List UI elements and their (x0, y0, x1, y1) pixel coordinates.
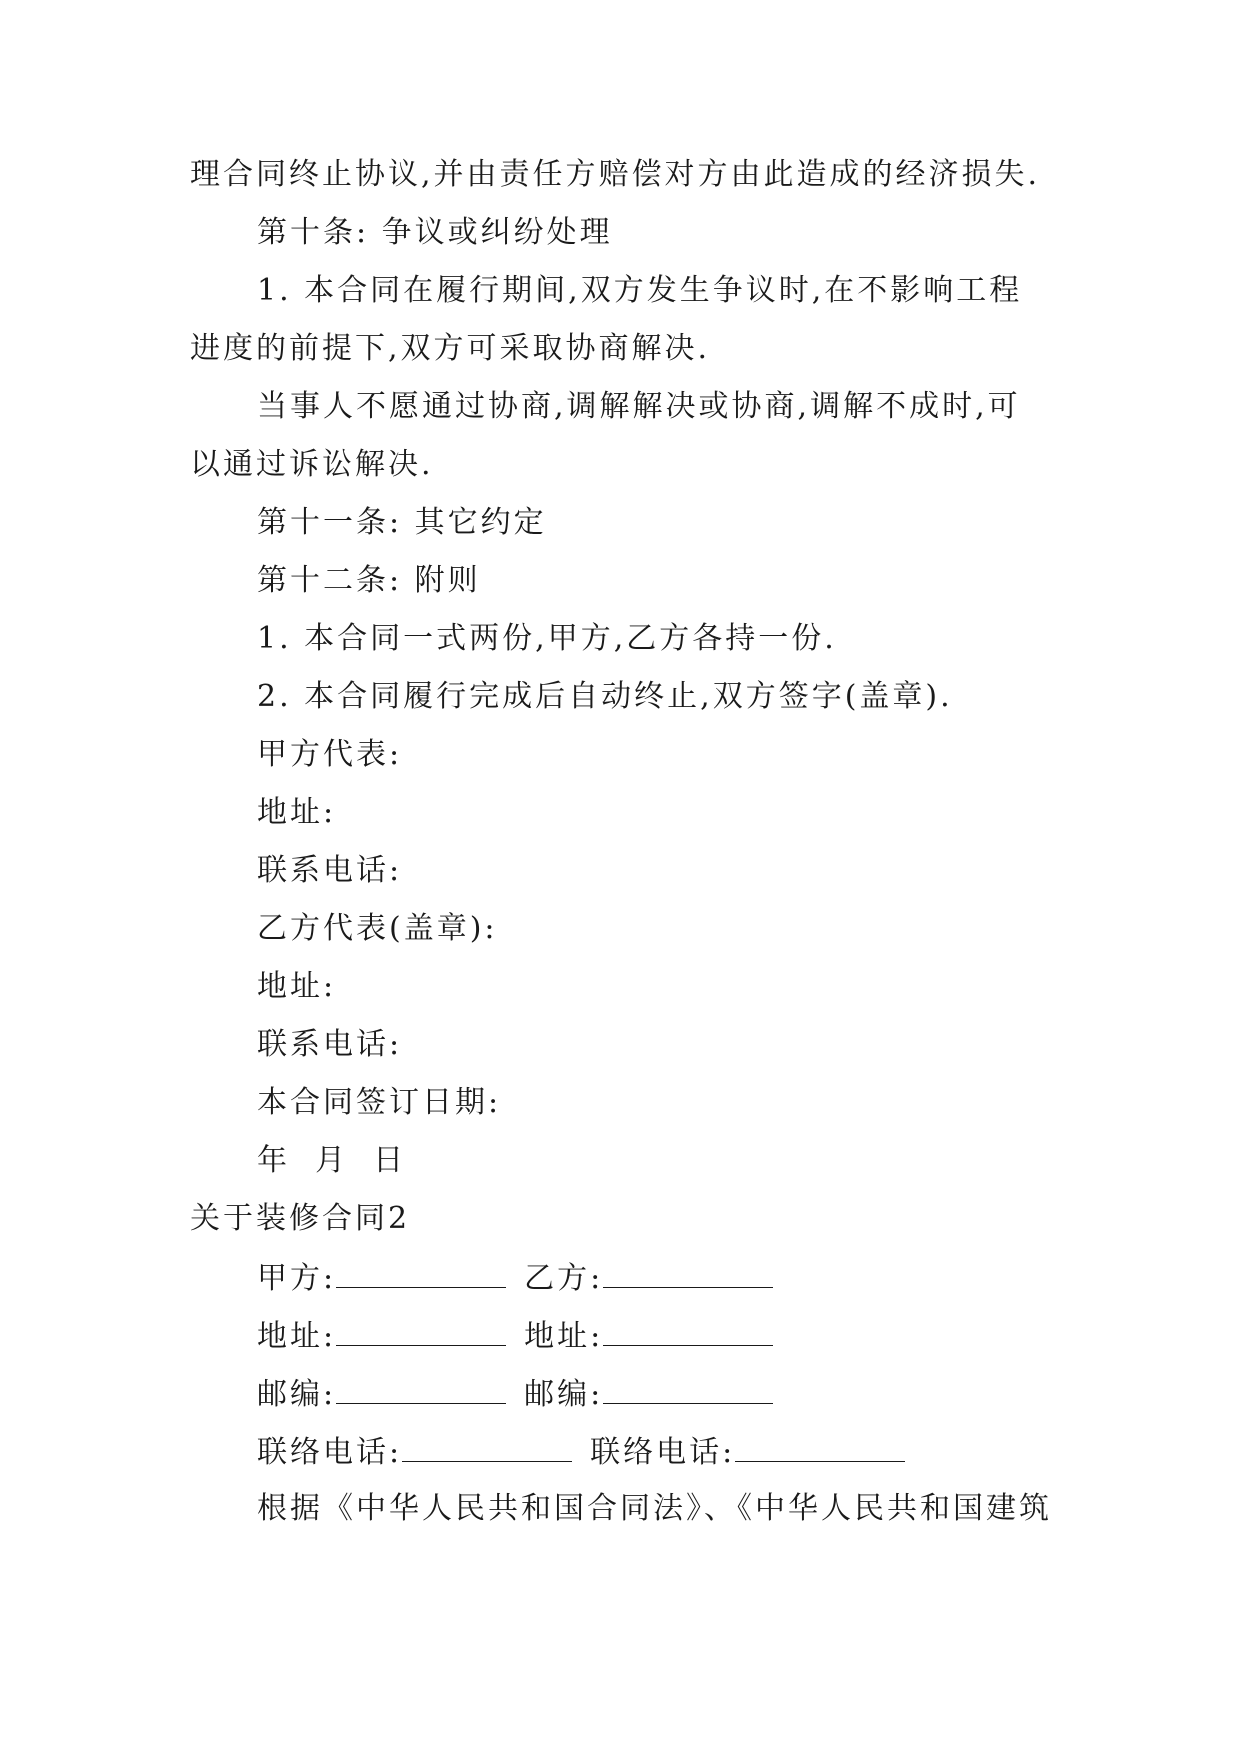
form-label-phone-a: 联络电话: (257, 1435, 403, 1470)
blank-line (402, 1431, 572, 1462)
paragraph-line: 进度的前提下,双方可采取协商解决. (190, 331, 711, 366)
form-label-address-a: 地址: (257, 1319, 337, 1354)
contract-title: 关于装修合同2 (190, 1201, 411, 1236)
form-label-postcode-b: 邮编: (524, 1377, 604, 1412)
paragraph-line: 当事人不愿通过协商,调解解决或协商,调解不成时,可 (257, 389, 1021, 424)
party-a-phone-label: 联系电话: (257, 853, 403, 888)
form-label-party-a: 甲方: (257, 1261, 337, 1296)
form-row-postcode (257, 1373, 791, 1413)
party-b-address-label: 地址: (257, 969, 337, 1004)
blank-line (603, 1373, 773, 1404)
blank-line (603, 1315, 773, 1346)
blank-line (336, 1373, 506, 1404)
signing-date-label: 本合同签订日期: (257, 1085, 502, 1120)
form-label-phone-b: 联络电话: (590, 1435, 736, 1470)
paragraph-line: 2. 本合同履行完成后自动终止,双方签字(盖章). (257, 679, 953, 714)
blank-line (735, 1431, 905, 1462)
form-label-postcode-a: 邮编: (257, 1377, 337, 1412)
form-row-address (257, 1315, 791, 1355)
section-heading-12: 第十二条: 附则 (257, 563, 481, 598)
party-a-representative-label: 甲方代表: (257, 737, 403, 772)
blank-line (336, 1315, 506, 1346)
paragraph-line: 根据《中华人民共和国合同法》、《中华人民共和国建筑 (257, 1491, 1052, 1526)
paragraph-line: 以通过诉讼解决. (190, 447, 434, 482)
blank-line (336, 1257, 506, 1288)
party-b-phone-label: 联系电话: (257, 1027, 403, 1062)
form-label-address-b: 地址: (524, 1319, 604, 1354)
party-b-representative-label: 乙方代表(盖章): (257, 911, 498, 946)
paragraph-line: 1. 本合同一式两份,甲方,乙方各持一份. (257, 621, 837, 656)
date-placeholder: 年 月 日 (257, 1143, 407, 1178)
party-a-address-label: 地址: (257, 795, 337, 830)
section-heading-10: 第十条: 争议或纠纷处理 (257, 215, 613, 250)
blank-line (603, 1257, 773, 1288)
form-row-phone (257, 1431, 923, 1471)
section-heading-11: 第十一条: 其它约定 (257, 505, 547, 540)
form-row-party (257, 1257, 791, 1297)
paragraph-line: 理合同终止协议,并由责任方赔偿对方由此造成的经济损失. (190, 157, 1041, 192)
paragraph-line: 1. 本合同在履行期间,双方发生争议时,在不影响工程 (257, 273, 1023, 308)
form-label-party-b: 乙方: (524, 1261, 604, 1296)
